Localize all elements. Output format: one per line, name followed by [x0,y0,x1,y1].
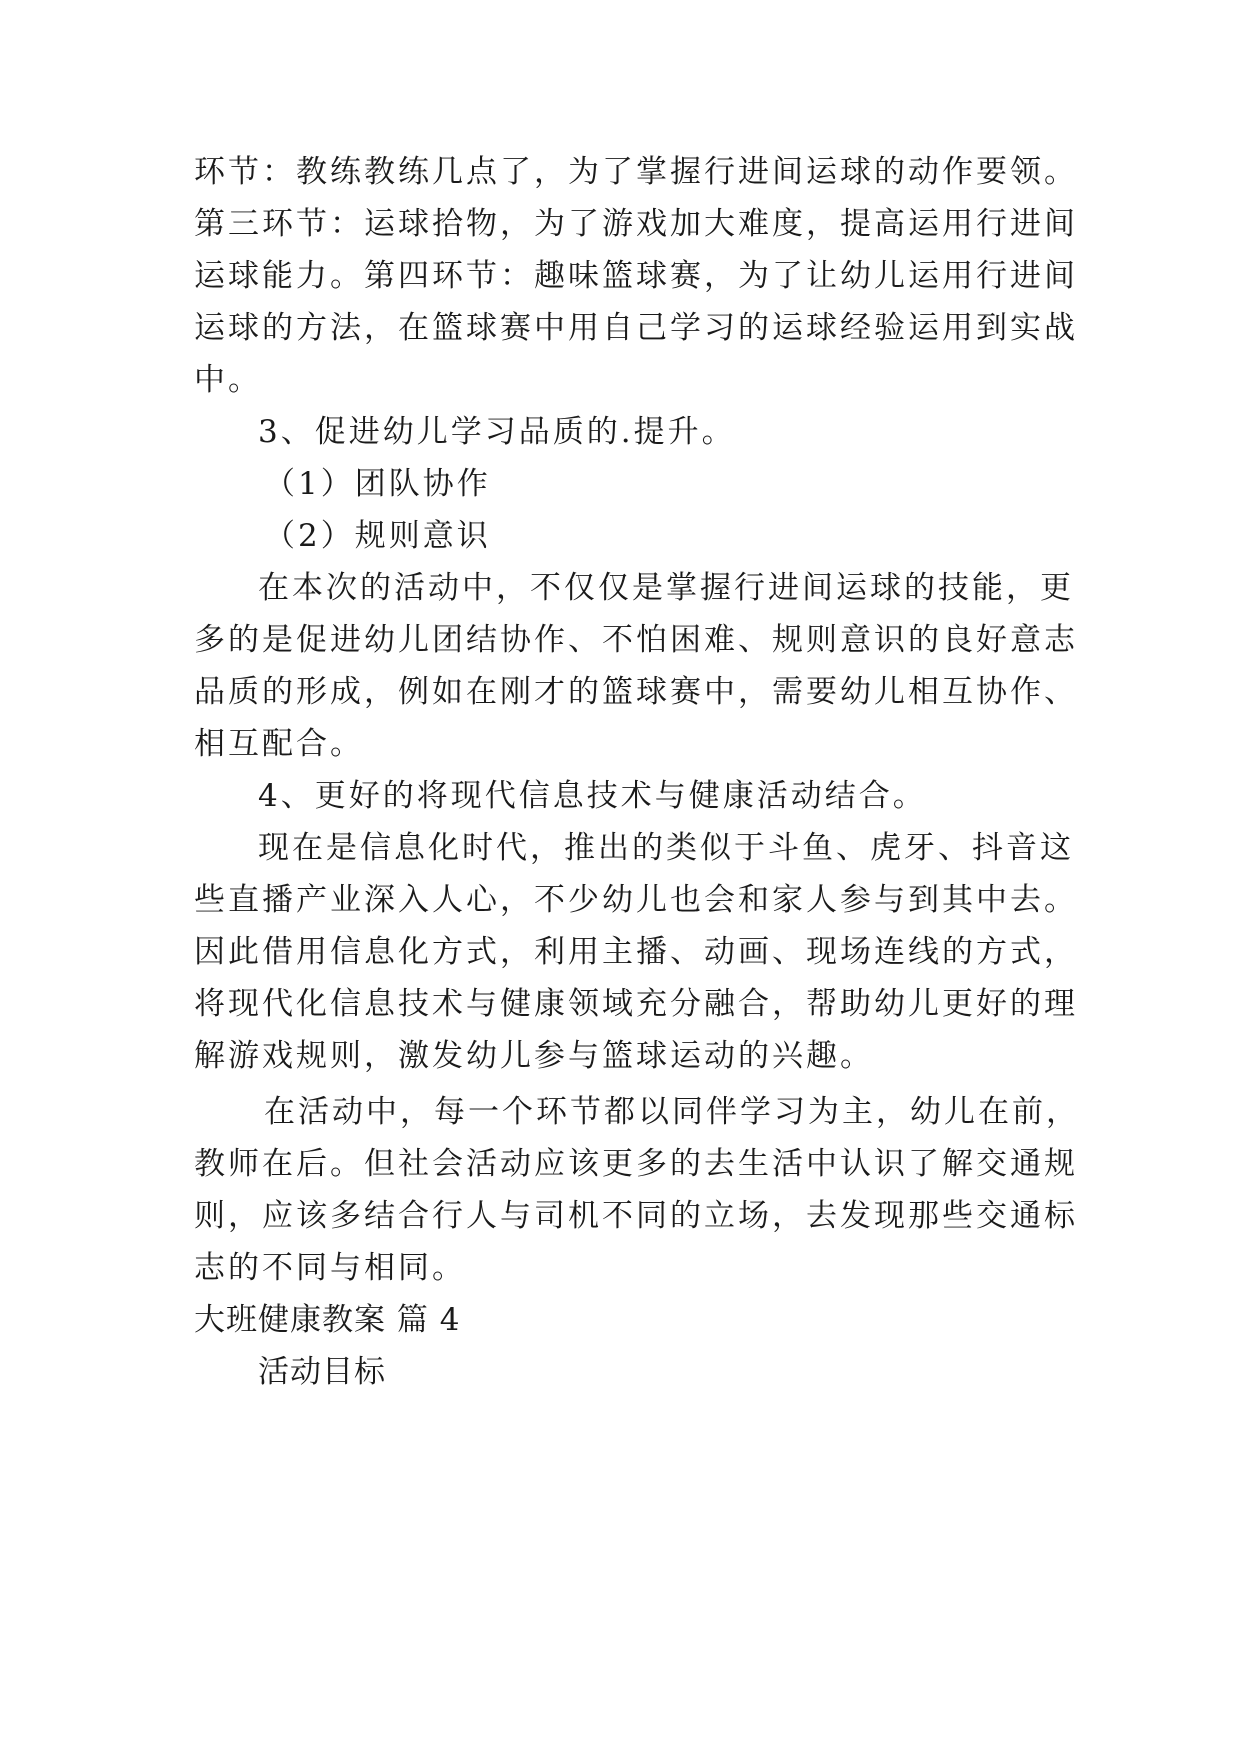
subsection-heading: 活动目标 [258,1354,386,1390]
paragraph-line: 现在是信息化时代，推出的类似于斗鱼、虎牙、抖音这 [258,830,1074,866]
paragraph-line: 品质的形成，例如在刚才的篮球赛中，需要幼儿相互协作、 [194,674,1078,710]
section-item: 3、促进幼儿学习品质的.提升。 [258,414,736,450]
paragraph-line: 多的是促进幼儿团结协作、不怕困难、规则意识的良好意志 [194,622,1078,658]
paragraph-line: 教师在后。但社会活动应该更多的去生活中认识了解交通规 [194,1146,1078,1182]
paragraph-line: 第三环节：运球拾物，为了游戏加大难度，提高运用行进间 [194,206,1078,242]
sub-item: （1）团队协作 [264,466,491,502]
paragraph-line: 环节：教练教练几点了，为了掌握行进间运球的动作要领。 [194,154,1078,190]
paragraph-line: 在本次的活动中，不仅仅是掌握行进间运球的技能，更 [258,570,1074,606]
paragraph-line: 解游戏规则，激发幼儿参与篮球运动的兴趣。 [194,1038,874,1074]
paragraph-line: 些直播产业深入人心，不少幼儿也会和家人参与到其中去。 [194,882,1078,918]
paragraph-line: 在活动中，每一个环节都以同伴学习为主，幼儿在前， [264,1094,1080,1130]
paragraph-line: 则，应该多结合行人与司机不同的立场，去发现那些交通标 [194,1198,1078,1234]
section-item: 4、更好的将现代信息技术与健康活动结合。 [258,778,927,814]
sub-item: （2）规则意识 [264,518,491,554]
paragraph-line: 运球的方法，在篮球赛中用自己学习的运球经验运用到实战 [194,310,1078,346]
paragraph-line: 相互配合。 [194,726,364,762]
section-heading: 大班健康教案 篇 4 [194,1302,461,1338]
paragraph-line: 中。 [194,362,262,398]
paragraph-line: 将现代化信息技术与健康领域充分融合，帮助幼儿更好的理 [194,986,1078,1022]
paragraph-line: 因此借用信息化方式，利用主播、动画、现场连线的方式， [194,934,1078,970]
paragraph-line: 运球能力。第四环节：趣味篮球赛，为了让幼儿运用行进间 [194,258,1078,294]
paragraph-line: 志的不同与相同。 [194,1250,466,1286]
